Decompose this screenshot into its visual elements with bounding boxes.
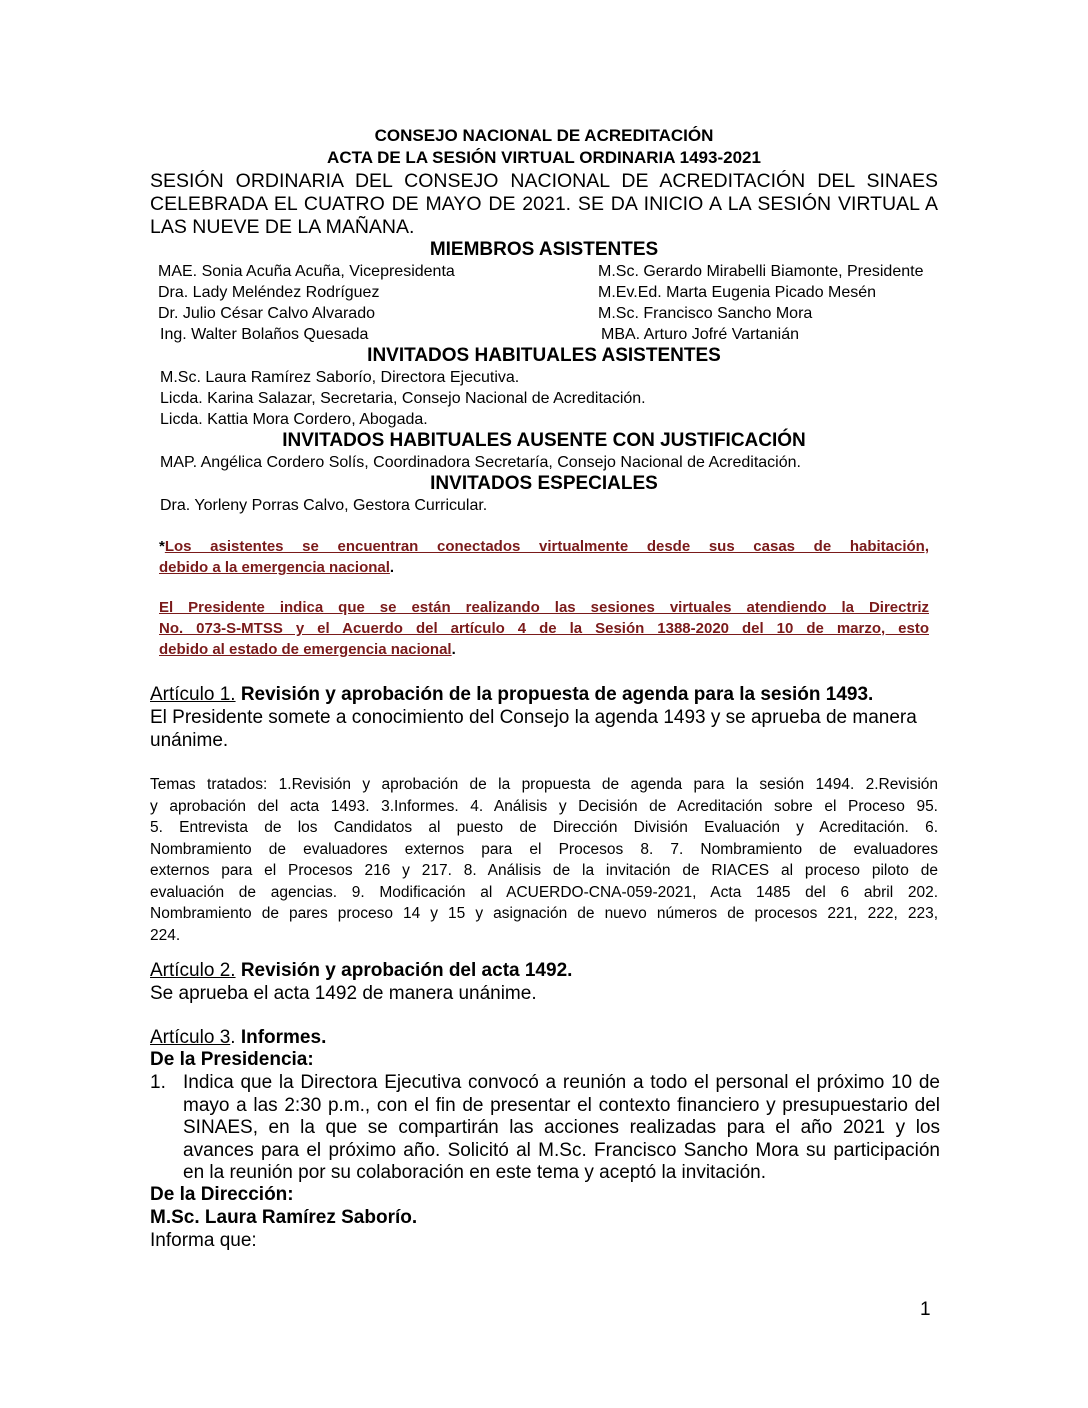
article-label: Artículo 2. — [150, 960, 236, 981]
article-3-heading — [150, 1026, 940, 1049]
member-right: M.Sc. Gerardo Mirabelli Biamonte, Presidente — [598, 263, 924, 280]
topics-paragraph — [150, 774, 938, 946]
intro-line: SESIÓN ORDINARIA DEL CONSEJO NACIONAL DE ACREDITACIÓN DEL SINAES — [150, 170, 938, 192]
guest-item: M.Sc. Laura Ramírez Saborío, Directora Ejecutiva. — [160, 369, 520, 386]
article-separator: . — [230, 1027, 236, 1048]
special-heading: INVITADOS ESPECIALES — [430, 473, 658, 494]
article-body-line: El Presidente somete a conocimiento del Consejo la agenda 1493 y se aprueba de manera — [150, 707, 917, 728]
document-subtitle: ACTA DE LA SESIÓN VIRTUAL ORDINARIA 1493-2021 — [327, 148, 761, 167]
notice-line — [159, 557, 929, 578]
item-line: SINAES, en la que se compartirán las acciones realizadas para el año 2021 y los — [183, 1117, 940, 1138]
member-left: Ing. Walter Bolaños Quesada — [160, 326, 369, 343]
item-line: avances para el próximo año. Solicitó al M.Sc. Francisco Sancho Mora su participación — [183, 1139, 940, 1161]
item-line: Indica que la Directora Ejecutiva convocó a reunión a todo el personal el próximo 10 de — [183, 1072, 940, 1093]
directive-notice — [159, 597, 929, 660]
article-2-heading — [150, 959, 940, 982]
article-2-body: Se aprueba el acta 1492 de manera unánime. — [150, 983, 537, 1004]
article-label: Artículo 3 — [150, 1027, 231, 1048]
topics-line: Nombramiento de pares proceso 14 y 15 y asignación de nuevo números de procesos 221, 222, 223, — [150, 905, 938, 922]
member-left: MAE. Sonia Acuña Acuña, Vicepresidenta — [158, 263, 455, 280]
guest-item: Licda. Kattia Mora Cordero, Abogada. — [160, 411, 428, 428]
item-text — [183, 1072, 940, 1185]
director-name: M.Sc. Laura Ramírez Saborío. — [150, 1207, 418, 1228]
notice-line — [159, 536, 929, 557]
topics-line: externos para el Procesos 216 y 217. 8. Análisis de la invitación de RIACES al proceso piloto de — [150, 862, 938, 879]
special-item: Dra. Yorleny Porras Calvo, Gestora Curricular. — [160, 497, 488, 514]
intro-line: CELEBRADA EL CUATRO DE MAYO DE 2021. SE DA INICIO A LA SESIÓN VIRTUAL A — [150, 193, 938, 215]
notice-line — [159, 639, 929, 660]
presidency-heading: De la Presidencia: — [150, 1049, 314, 1070]
article-label: Artículo 1. — [150, 684, 236, 705]
notice-text: debido a la emergencia nacional — [159, 559, 390, 576]
notice-text: debido al estado de emergencia nacional — [159, 641, 452, 658]
document-title: CONSEJO NACIONAL DE ACREDITACIÓN — [374, 126, 714, 145]
article-1-body — [150, 706, 940, 752]
item-line: en la reunión por su colaboración en este tema y aceptó la invitación. — [183, 1162, 767, 1183]
article-body-line: unánime. — [150, 730, 229, 751]
article-1-heading — [150, 683, 940, 706]
topics-line: 5. Entrevista de los Candidatos al puesto de Dirección División Evaluación y Acreditación. 6. — [150, 819, 938, 836]
member-right: M.Ev.Ed. Marta Eugenia Picado Mesén — [598, 284, 877, 301]
notice-text: Los asistentes se encuentran conectados virtualmente desde sus casas de habitación, — [164, 538, 929, 555]
item-number: 1. — [150, 1072, 166, 1093]
informs-line: Informa que: — [150, 1230, 257, 1251]
topics-line: evaluación de agencias. 9. Modificación al ACUERDO-CNA-059-2021, Acta 1485 del 6 abril 202. — [150, 883, 938, 901]
topics-line: Temas tratados: 1.Revisión y aprobación de la propuesta de agenda para la sesión 1494. 2.Revisión — [150, 776, 938, 793]
absent-heading: INVITADOS HABITUALES AUSENTE CON JUSTIFICACIÓN — [282, 430, 806, 451]
intro-line: LAS NUEVE DE LA MAÑANA. — [150, 216, 415, 238]
page-number: 1 — [920, 1299, 931, 1320]
member-left: Dr. Julio César Calvo Alvarado — [158, 305, 375, 322]
article-title: Informes. — [240, 1027, 327, 1048]
topics-line: Nombramiento de evaluadores externos para el Procesos 8. 7. Nombramiento de evaluadores — [150, 840, 938, 858]
absent-item: MAP. Angélica Cordero Solís, Coordinadora Secretaría, Consejo Nacional de Acreditación. — [160, 454, 801, 471]
guest-item: Licda. Karina Salazar, Secretaria, Consejo Nacional de Acreditación. — [160, 390, 646, 407]
session-intro — [150, 170, 938, 239]
notice-line — [159, 618, 929, 639]
members-heading: MIEMBROS ASISTENTES — [429, 239, 659, 260]
virtual-notice — [159, 536, 929, 578]
notice-line — [159, 597, 929, 618]
topics-line: 224. — [150, 926, 181, 944]
item-line: mayo a las 2:30 p.m., con el fin de presentar el contexto financiero y presupuestario del — [183, 1094, 940, 1116]
article-title: Revisión y aprobación del acta 1492. — [240, 960, 573, 981]
guests-heading: INVITADOS HABITUALES ASISTENTES — [367, 345, 721, 366]
direction-heading: De la Dirección: — [150, 1184, 294, 1205]
member-left: Dra. Lady Meléndez Rodríguez — [158, 284, 380, 301]
notice-text: No. 073-S-MTSS y el Acuerdo del artículo 4 de la Sesión 1388-2020 del 10 de marzo, esto — [159, 620, 929, 637]
notice-period: . — [389, 559, 395, 576]
notice-period: . — [451, 641, 456, 658]
presidency-item-1 — [150, 1072, 940, 1185]
member-right: MBA. Arturo Jofré Vartanián — [601, 326, 800, 343]
topics-line: y aprobación del acta 1493. 3.Informes. 4. Análisis y Decisión de Acreditación sobre el Proceso 95. — [150, 797, 938, 815]
notice-text: El Presidente indica que se están realizando las sesiones virtuales atendiendo la Directriz — [159, 599, 929, 616]
notice-asterisk: * — [159, 538, 165, 555]
member-right: M.Sc. Francisco Sancho Mora — [598, 305, 813, 322]
article-title: Revisión y aprobación de la propuesta de agenda para la sesión 1493. — [240, 684, 874, 705]
